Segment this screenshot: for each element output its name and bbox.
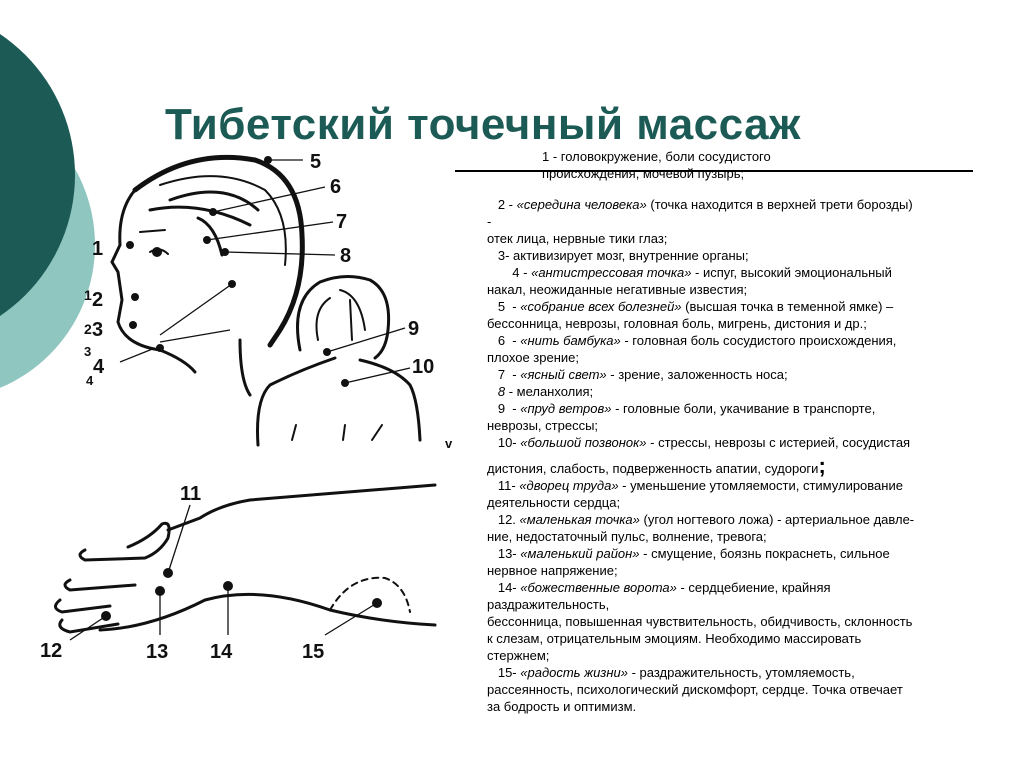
label-14: 14 — [210, 641, 233, 663]
label-5: 5 — [310, 151, 322, 173]
point-6-text: 6 - «нить бамбука» - головная боль сосудистого происхождения, — [497, 333, 897, 348]
label-1: 1 — [92, 238, 104, 260]
point-15-cont-2: за бодрость и оптимизм. — [487, 699, 637, 714]
head-profile-figure — [112, 157, 302, 395]
label-3: 3 — [92, 319, 104, 341]
massage-points-illustration — [0, 140, 460, 700]
point-4-text: 4 - «антистрессовая точка» - испуг, высокий эмоциональный — [512, 265, 892, 280]
label-6: 6 — [330, 176, 342, 198]
label-2-small: 2 — [84, 321, 92, 337]
point-11-text: 11- «дворец труда» - уменьшение утомляемости, стимулирование — [497, 478, 903, 493]
point-14-cont-1: раздражительность, — [487, 597, 610, 612]
point-4-cont: накал, неожиданные негативные известия; — [487, 282, 748, 297]
label-8: 8 — [340, 245, 352, 267]
label-v: v — [445, 436, 453, 451]
label-12: 12 — [40, 640, 63, 662]
point-8-text: 8 - меланхолия; — [497, 384, 594, 399]
point-14-cont-2: бессонница, повышенная чувствительность, обидчивость, склонность — [487, 614, 913, 629]
point-14-cont-3: к слезам, отрицательным эмоциям. Необходимо массировать — [487, 631, 862, 646]
point-15-text: 15- «радость жизни» - раздражительность, утомляемость, — [497, 665, 855, 680]
slide-title: Тибетский точечный массаж — [165, 100, 801, 149]
point-13-cont: нервное напряжение; — [487, 563, 618, 578]
label-11: 11 — [180, 483, 202, 505]
point-14-text: 14- «божественные ворота» - сердцебиение, крайняя — [497, 580, 831, 595]
point-10-cont: дистония, слабость, подверженность апатии, судороги; — [487, 453, 826, 478]
point-9-cont: неврозы, стрессы; — [487, 418, 599, 433]
point-5-text: 5 - «собрание всех болезней» (высшая точка в теменной ямке) – — [497, 299, 894, 314]
back-figure — [258, 276, 421, 445]
point-7-text: 7 - «ясный свет» - зрение, заложенность носа; — [497, 367, 788, 382]
label-4-small: 4 — [86, 373, 94, 388]
label-2: 2 — [92, 289, 104, 311]
label-10: 10 — [412, 356, 435, 378]
label-3-small: 3 — [84, 344, 92, 359]
point-13-text: 13- «маленький район» - смущение, боязнь покраснеть, сильное — [497, 546, 890, 561]
point-14-cont-4: стержнем; — [487, 648, 550, 663]
point-2-text: 2 - «середина человека» (точка находится в верхней трети борозды) — [497, 197, 913, 212]
label-1-small: 1 — [84, 287, 92, 303]
point-5-cont: бессонница, неврозы, головная боль, мигрень, дистония и др.; — [487, 316, 867, 331]
point-2-dash: - — [487, 214, 492, 229]
head-points — [126, 156, 272, 352]
point-11-cont: деятельности сердца; — [487, 495, 621, 510]
label-13: 13 — [146, 641, 169, 663]
point-2-cont: отек лица, нервные тики глаз; — [487, 231, 668, 246]
hand-figure — [55, 485, 435, 632]
point-1-text: 1 - головокружение, боли сосудистого происхождения, мочевой пузырь; — [542, 149, 775, 181]
point-3-text: 3- активизирует мозг, внутренние органы; — [497, 248, 749, 263]
back-points — [323, 348, 349, 387]
label-9: 9 — [408, 318, 420, 340]
point-12-cont: ние, недостаточный пульс, волнение, тревога; — [487, 529, 767, 544]
label-7: 7 — [336, 211, 348, 233]
label-15: 15 — [302, 641, 325, 663]
point-15-cont-1: рассеянность, психологический дискомфорт, сердце. Точка отвечает — [487, 682, 903, 697]
point-12-text: 12. «маленькая точка» (угол ногтевого ложа) - артериальное давле- — [497, 512, 915, 527]
point-9-text: 9 - «пруд ветров» - головные боли, укачивание в транспорте, — [497, 401, 876, 416]
points-description — [487, 148, 967, 715]
label-4: 4 — [93, 356, 105, 378]
point-10-text: 10- «большой позвонок» - стрессы, неврозы с истерией, сосудистая — [497, 435, 911, 450]
point-6-cont: плохое зрение; — [487, 350, 579, 365]
hand-leader-lines — [70, 505, 377, 640]
